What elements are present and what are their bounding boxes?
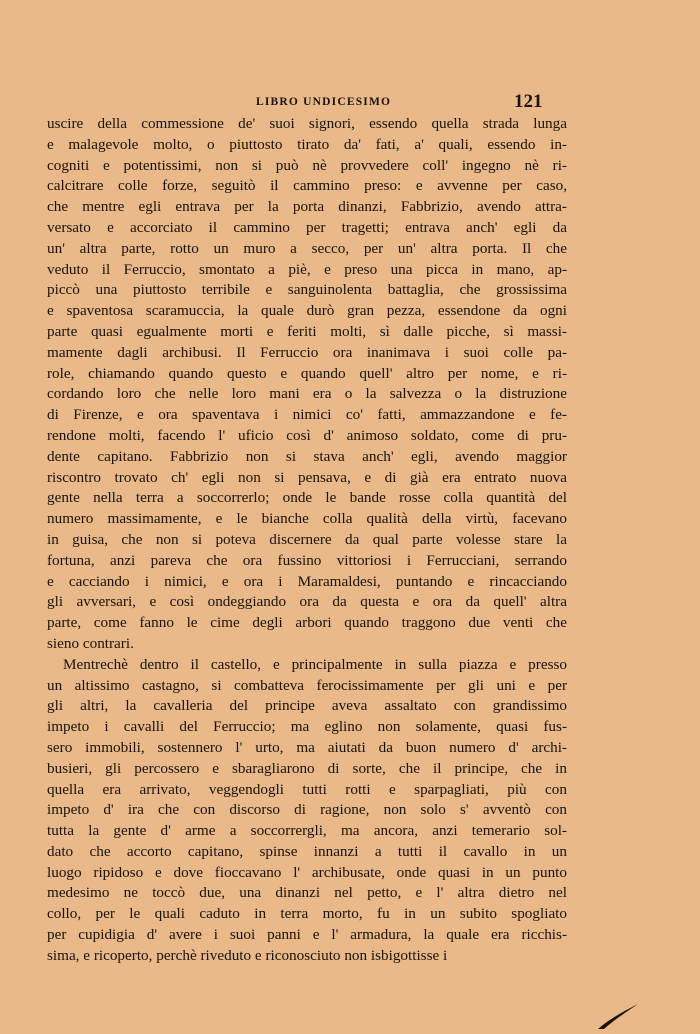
text-line: sieno contrari. bbox=[47, 634, 134, 652]
text-line: collo, per le quali caduto in terra morto, fu in un subito spogliato bbox=[47, 905, 567, 923]
text-line: calcitrare colle forze, seguitò il cammino preso: e avvenne per caso, bbox=[47, 177, 567, 195]
text-line: e spaventosa scaramuccia, la quale durò gran pezza, essendone da ogni bbox=[47, 302, 567, 320]
text-line: mamente dagli archibusi. Il Ferruccio ora inanimava i suoi colle pa- bbox=[47, 343, 567, 361]
text-line: un altissimo castagno, si combatteva ferocissimamente per gli uni e per bbox=[47, 676, 567, 694]
text-line: uscire della commessione de' suoi signori, essendo quella strada lunga bbox=[47, 115, 567, 132]
text-line: parte, come fanno le cime degli arbori quando traggono due venti che bbox=[47, 614, 567, 632]
text-line: busieri, gli percossero e sbaragliarono di sorte, che il principe, che in bbox=[47, 759, 567, 777]
text-line: sima, e ricoperto, perchè riveduto e riconosciuto non isbigottisse i bbox=[47, 946, 448, 964]
text-line: sero immobili, sostennero l' urto, ma aiutati da buon numero d' archi- bbox=[47, 738, 567, 756]
text-line: di Firenze, e ora spaventava i nimici co' fatti, ammazzandone e fe- bbox=[47, 406, 567, 424]
text-line: Mentrechè dentro il castello, e principalmente in sulla piazza e presso bbox=[63, 655, 567, 673]
text-line: impeto i cavalli del Ferruccio; ma eglino non solamente, quasi fus- bbox=[47, 718, 567, 736]
paragraph bbox=[47, 114, 567, 655]
chapter-title: LIBRO UNDICESIMO bbox=[256, 96, 392, 108]
text-line: luogo ripidoso e dove fioccavano l' archibusate, onde quasi in un punto bbox=[47, 863, 567, 881]
text-line: veduto il Ferruccio, smontato a piè, e preso una picca in mano, ap- bbox=[47, 260, 567, 278]
text-line: impeto d' ira che con discorso di ragione, non solo s' avventò con bbox=[47, 801, 567, 819]
text-line: gli avversari, e così ondeggiando ora da questa e ora da quell' altra bbox=[47, 593, 567, 611]
text-line: un' altra parte, rotto un muro a secco, per un' altra porta. Il che bbox=[47, 239, 567, 257]
text-line: versato e accorciato il cammino per tragetti; entrava anch' egli da bbox=[47, 218, 567, 236]
text-line: role, chiamando quando questo e quando quell' altro per nome, e ri- bbox=[47, 364, 567, 382]
text-line: quella era arrivato, veggendogli tutti rotti e sparpagliati, più con bbox=[47, 780, 567, 798]
page-number: 121 bbox=[514, 91, 543, 112]
text-line: per cupidigia d' avere i suoi panni e l' armadura, la quale era ricchis- bbox=[47, 926, 567, 944]
text-line: numero massimamente, e le bianche colla qualità della virtù, facevano bbox=[47, 510, 567, 528]
text-line: dente capitano. Fabbrizio non si stava anch' egli, avendo maggior bbox=[47, 447, 567, 465]
ink-quill-mark-icon bbox=[596, 1000, 640, 1030]
text-line: in guisa, che non si poteva discernere da qual parte volesse stare la bbox=[47, 530, 567, 548]
text-line: tutta la gente d' arme a soccorrergli, ma ancora, anzi temerario sol- bbox=[47, 822, 567, 840]
text-line: parte quasi egualmente morti e feriti molti, sì dalle picche, sì massi- bbox=[47, 322, 567, 340]
running-header bbox=[0, 92, 700, 114]
text-line: medesimo ne toccò due, una dinanzi nel petto, e l' altra dietro nel bbox=[47, 884, 567, 902]
text-body bbox=[47, 114, 567, 967]
text-line: cordando loro che nelle loro mani era o la salvezza o la distruzione bbox=[47, 385, 567, 403]
text-line: che mentre egli entrava per la porta dinanzi, Fabbrizio, avendo attra- bbox=[47, 198, 567, 216]
text-line: riscontro trovato ch' egli non si pensava, e di già era entrato nuova bbox=[47, 468, 567, 486]
text-line: dato che accorto capitano, spinse innanzi a tutti il cavallo in un bbox=[47, 842, 567, 860]
text-line: e malagevole molto, o piuttosto tirato da' fati, a' quali, essendo in- bbox=[47, 135, 567, 153]
text-line: e cacciando i nimici, e ora i Maramaldesi, puntando e rincacciando bbox=[47, 572, 567, 590]
paragraph bbox=[47, 655, 567, 967]
text-line: cogniti e potentissimi, non si può nè provvedere coll' ingegno nè ri- bbox=[47, 156, 567, 174]
text-line: fortuna, anzi pareva che ora fussino vittoriosi i Ferrucciani, serrando bbox=[47, 551, 567, 569]
text-line: gli altri, la cavalleria del principe aveva assaltato con grandissimo bbox=[47, 697, 567, 715]
text-line: piccò una piuttosto terribile e sanguinolenta battaglia, che grossissima bbox=[47, 281, 567, 299]
text-line: rendone molti, facendo l' uficio così d' animoso soldato, come di pru- bbox=[47, 426, 567, 444]
text-line: gente nella terra a soccorrerlo; onde le bande rosse colla quantità del bbox=[47, 489, 567, 507]
